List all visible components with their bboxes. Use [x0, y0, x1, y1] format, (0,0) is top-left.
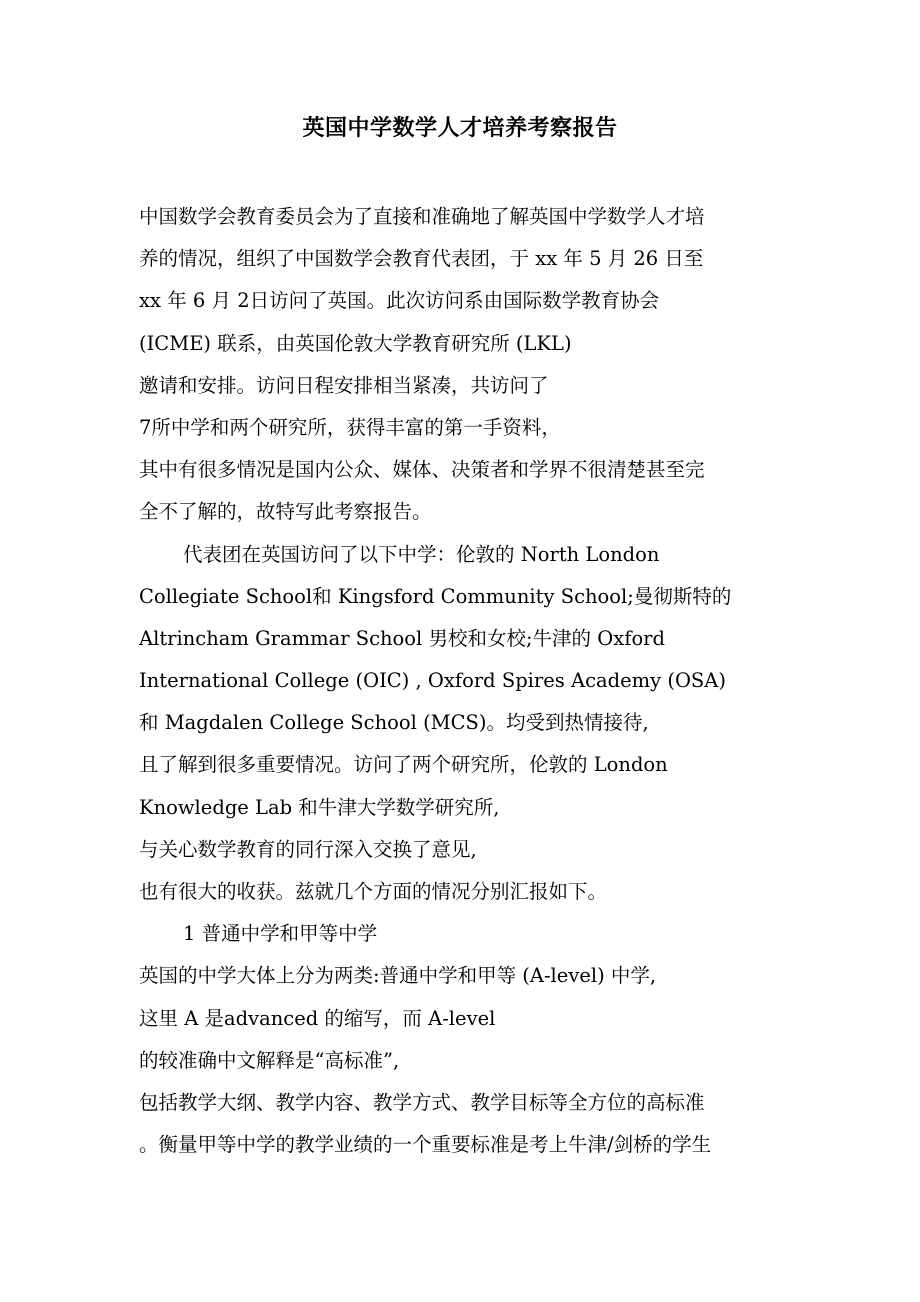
body-line: Collegiate School和 Kingsford Community School;曼彻斯特的: [139, 584, 732, 608]
body-line: xx 年 6 月 2日访问了英国。此次访问系由国际数学教育协会: [139, 289, 660, 313]
body-line: 其中有很多情况是国内公众、媒体、决策者和学界不很清楚甚至完: [139, 458, 705, 482]
body-line: 且了解到很多重要情况。访问了两个研究所，伦敦的 London: [139, 753, 668, 777]
section-heading: 1 普通中学和甲等中学: [183, 922, 378, 946]
body-line: Altrincham Grammar School 男校和女校;牛津的 Oxford: [139, 626, 665, 650]
body-line: 也有很大的收获。兹就几个方面的情况分别汇报如下。: [139, 880, 608, 903]
body-line: 这里 A 是advanced 的缩写，而 A-level: [139, 1006, 496, 1030]
body-line: Knowledge Lab 和牛津大学数学研究所,: [139, 795, 500, 819]
body-line: 包括教学大纲、教学内容、教学方式、教学目标等全方位的高标准: [139, 1090, 705, 1114]
body-line: 邀请和安排。访问日程安排相当紧凑，共访问了: [139, 373, 549, 397]
paragraph-start-line: 代表团在英国访问了以下中学：伦敦的 North London: [183, 542, 660, 566]
body-line: 7所中学和两个研究所，获得丰富的第一手资料，: [139, 415, 561, 439]
body-line: International College (OIC) , Oxford Spires Academy (OSA): [139, 669, 726, 693]
body-line: 英国的中学大体上分为两类:普通中学和甲等 (A-level) 中学,: [139, 964, 657, 988]
body-line: 。衡量甲等中学的教学业绩的一个重要标准是考上牛津/剑桥的学生: [139, 1133, 712, 1157]
document-body: [139, 196, 799, 1166]
body-line: 和 Magdalen College School (MCS)。均受到热情接待,: [139, 711, 649, 735]
body-line: 养的情况，组织了中国数学会教育代表团，于 xx 年 5 月 26 日至: [139, 247, 704, 271]
body-line: 的较准确中文解释是“高标准”,: [139, 1048, 400, 1072]
body-line: 中国数学会教育委员会为了直接和准确地了解英国中学数学人才培: [139, 205, 705, 228]
document-title: 英国中学数学人才培养考察报告: [302, 115, 618, 141]
body-line: (ICME) 联系，由英国伦敦大学教育研究所 (LKL): [139, 331, 572, 355]
body-line: 与关心数学教育的同行深入交换了意见,: [139, 837, 477, 861]
body-line: 全不了解的，故特写此考察报告。: [139, 500, 432, 524]
